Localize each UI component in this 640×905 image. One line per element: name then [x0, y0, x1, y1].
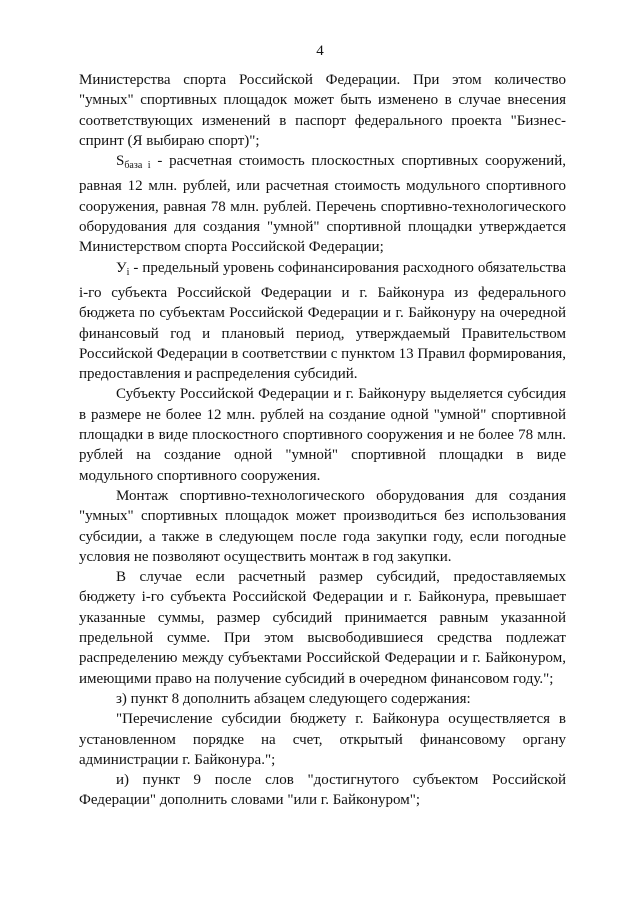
paragraph-2	[79, 151, 566, 257]
paragraph-9: и) пункт 9 после слов "достигнутого субъектом Российской Федерации" дополнить словами "или г. Байконуром";	[79, 772, 566, 809]
formula-symbol: S	[116, 153, 125, 170]
paragraph-7: з) пункт 8 дополнить абзацем следующего содержания:	[116, 690, 471, 707]
paragraph-text: - расчетная стоимость плоскостных спортивных сооружений, равная 12 млн. рублей, или расчетная стоимость модульного спортивного сооружения, равная 78 млн. рублей. Перечень спортивно-технологического оборудования для создания "умной" спортивной площадки утверждается Министерством спорта Российской Федерации;	[79, 153, 566, 256]
document-body	[79, 70, 566, 811]
formula-subscript: база i	[124, 160, 151, 172]
formula-symbol: У	[116, 259, 127, 276]
paragraph-4: Субъекту Российской Федерации и г. Байконуру выделяется субсидия в размере не более 12 млн. рублей на создание одной "умной" спортивной площадки в виде плоскостного спортивного сооружения и не более 78 млн. рублей на создание одной "умной" спортивной площадки в виде модульного спортивного сооружения.	[79, 386, 566, 484]
formula-subscript: i	[126, 266, 130, 278]
paragraph-1: Министерства спорта Российской Федерации. При этом количество "умных" спортивных площадок может быть изменено в случае внесения соответствующих изменений в паспорт федерального проекта "Бизнес-спринт (Я выбираю спорт)";	[79, 72, 566, 149]
paragraph-5: Монтаж спортивно-технологического оборудования для создания "умных" спортивных площадок может производиться без использования субсидии, а также в следующем после года закупки году, если погодные условия не позволяют осуществить монтаж в год закупки.	[79, 487, 566, 565]
paragraph-3	[79, 258, 566, 385]
page-number: 4	[316, 43, 324, 59]
paragraph-6: В случае если расчетный размер субсидий, предоставляемых бюджету i-го субъекта Российской Федерации и г. Байконура, превышает указанные суммы, размер субсидий принимается равным указанной предельной сумме. При этом высвободившиеся средства подлежат распределению между субъектами Российской Федерации и г. Байконуром, имеющими право на получение субсидий в очередном финансовом году.";	[79, 569, 566, 687]
paragraph-text: - предельный уровень софинансирования расходного обязательства i-го субъекта Российской Федерации и г. Байконура из федерального бюджета по субъектам Российской Федерации и г. Байконуру на очередной финансовый год и плановый период, утверждаемый Правительством Российской Федерации в соответствии с пунктом 13 Правил формирования, предоставления и распределения субсидий.	[79, 259, 566, 383]
paragraph-8: "Перечисление субсидии бюджету г. Байконура осуществляется в установленном порядке на счет, открытый финансовому органу администрации г. Байконура.";	[79, 711, 566, 768]
